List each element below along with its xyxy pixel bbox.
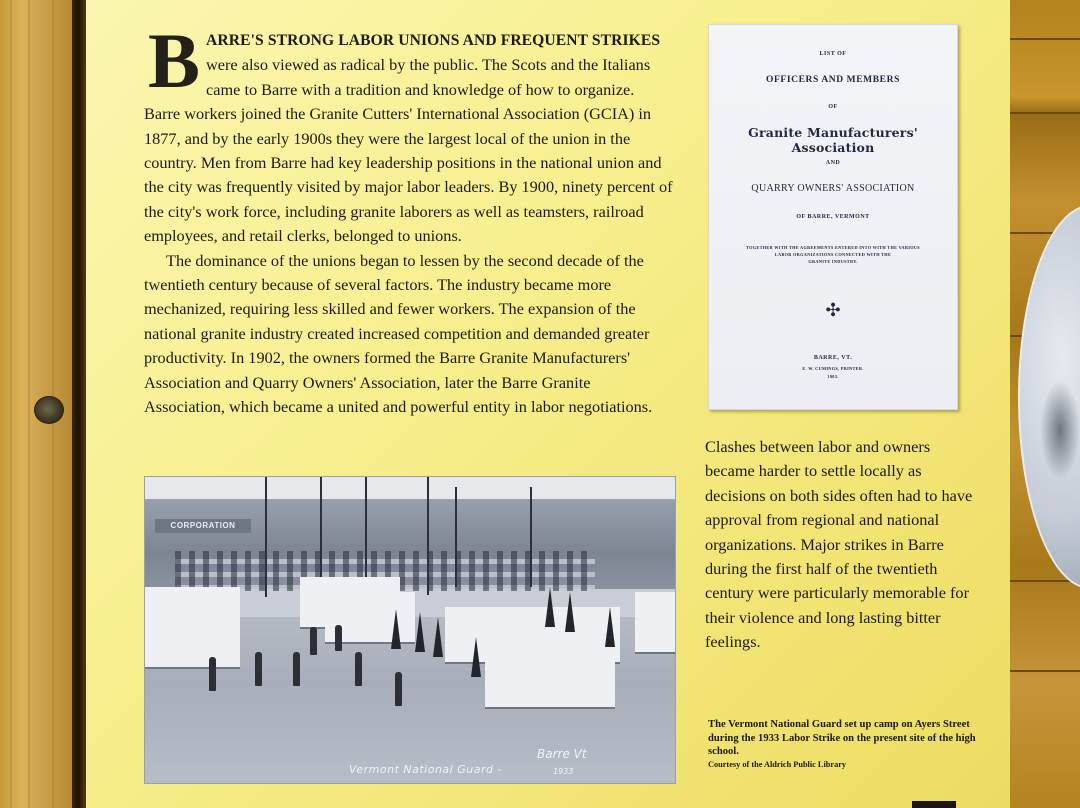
soldier-figure: [310, 627, 317, 655]
tent-flap: [415, 612, 425, 652]
booklet-association-title: Granite Manufacturers' Association: [748, 125, 918, 155]
paragraph-2: The dominance of the unions began to lessen by the second decade of the twentieth century because of several factors. The industry became more mechanized, requiring less skilled and fewer workers. The expansion of the national granite industry created increased competition and demanded greater productivity. In 1902, the owners formed the Barre Granite Manufacturers' Association and Quarry Owners' Association, later the Barre Granite Association, which became a united and powerful entity in labor negotiations.: [144, 250, 653, 417]
photo-caption-text: The Vermont National Guard set up camp on Ayers Street during the 1933 Labor Strike on the present site of the high school.: [708, 719, 976, 757]
wood-grain: [28, 0, 30, 808]
paragraph-1-text: were also viewed as radical by the public. The Scots and the Italians came to Barre with a tradition and knowledge of how to organize. Barre workers joined the Granite Cutters' International Association (GCIA) in 1877, and by the early 1900s they were the largest local of the union in the country. Men from Barre had key leadership positions in the national union and the city was frequently visited by major labor leaders. By 1900, ninety percent of the city's work force, including granite laborers as well as teamsters, railroad employees, and retail clerks, belonged to unions.: [144, 55, 673, 246]
main-article: [144, 17, 674, 420]
tree: [455, 487, 457, 587]
booklet-of: OF: [828, 104, 838, 110]
tent: [145, 587, 240, 669]
photo-handwritten-year: 1933: [553, 767, 574, 776]
ornament-icon: ✣: [825, 300, 841, 320]
tent: [635, 592, 675, 654]
tree: [530, 487, 532, 587]
tent-flap: [433, 617, 443, 657]
tent: [485, 627, 615, 709]
wood-frame-left: [0, 0, 72, 808]
booklet-list-of: LIST OF: [819, 51, 847, 57]
tent-flap: [545, 587, 555, 627]
wood-knot: [34, 396, 64, 424]
tent-flap: [391, 609, 401, 649]
booklet-fineprint-1: TOGETHER WITH THE AGREEMENTS ENTERED INTO WITH THE VARIOUS: [746, 245, 920, 250]
tree: [427, 477, 429, 595]
drop-cap: B: [148, 17, 201, 104]
soldier-figure: [395, 672, 402, 706]
booklet-fineprint-2: LABOR ORGANIZATIONS CONNECTED WITH THE: [774, 252, 892, 257]
paragraph-1: [144, 17, 674, 249]
booklet-officers: OFFICERS AND MEMBERS: [766, 75, 900, 85]
photo-handwritten-place: Barre Vt: [537, 747, 587, 761]
soldier-figure: [255, 652, 262, 686]
booklet-and: AND: [825, 160, 841, 166]
wood-seam: [1000, 38, 1080, 40]
booklet-cover-image: [708, 24, 958, 410]
building-sign: CORPORATION: [155, 519, 251, 533]
lead-heading: ARRE'S STRONG LABOR UNIONS AND FREQUENT STRIKES: [206, 32, 661, 49]
booklet-barre-vermont: OF BARRE, VERMONT: [796, 214, 870, 220]
booklet-quarry-owners: QUARRY OWNERS' ASSOCIATION: [751, 183, 915, 194]
tent-flap: [605, 607, 615, 647]
soldier-figure: [293, 652, 300, 686]
tent-flap: [471, 637, 481, 677]
wood-grain: [10, 0, 12, 808]
tree: [265, 477, 267, 597]
tent-flap: [565, 592, 575, 632]
booklet-year: 1903.: [827, 374, 839, 379]
soldier-figure: [355, 652, 362, 686]
photo-handwritten-caption: Vermont National Guard -: [349, 763, 502, 776]
photo-credit: Courtesy of the Aldrich Public Library: [708, 759, 847, 769]
photo-caption: [708, 718, 978, 769]
side-article: Clashes between labor and owners became harder to settle locally as decisions on both sides often had to have approval from regional and national organizations. Major strikes in Barre during the first half of the twentieth century were particularly memorable for their violence and long lasting bitter feelings.: [705, 437, 973, 652]
booklet-fineprint-3: GRANITE INDUSTRY.: [808, 259, 858, 264]
historic-photo-national-guard-camp: [144, 476, 676, 784]
photo-building: [145, 499, 675, 589]
frame-edge: [72, 0, 86, 808]
soldier-figure: [335, 625, 342, 651]
booklet-printer: E. W. CUMINGS, PRINTER.: [802, 366, 864, 371]
plate-shading: [1040, 380, 1080, 480]
panel-bottom-tab: [912, 801, 956, 808]
soldier-figure: [209, 657, 216, 691]
booklet-place: BARRE, VT.: [813, 355, 853, 361]
wood-seam: [1000, 112, 1080, 114]
wood-seam: [1000, 670, 1080, 672]
